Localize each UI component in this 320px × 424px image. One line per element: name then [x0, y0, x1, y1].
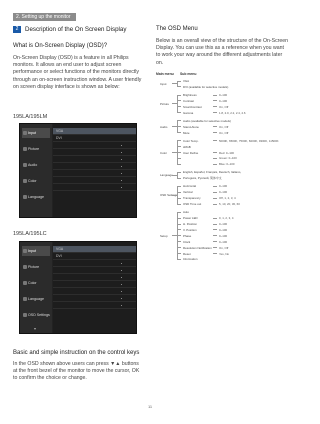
tree-connector [177, 192, 181, 193]
tree-main-item: Input [160, 81, 167, 86]
tree-connector [177, 198, 181, 199]
tree-sub-item: Brightness [183, 93, 197, 97]
tree-header-main: Main menu [156, 72, 174, 76]
tree-connector [213, 126, 217, 127]
tree-sub-item: sRGB [183, 144, 191, 149]
tree-sub-item: Color Temp. [183, 138, 199, 143]
tree-header-sub: Sub menu [180, 72, 197, 76]
tree-sub-item: Gamma [183, 110, 194, 115]
tree-value: 0~100 [219, 222, 228, 226]
osd-item-picture: Picture [22, 262, 50, 272]
language-icon [23, 297, 27, 301]
tree-connector [177, 224, 181, 225]
heading-what-is-osd: What is On-Screen Display (OSD)? [13, 43, 108, 49]
color-icon [23, 179, 27, 183]
page-number: 11 [148, 404, 153, 409]
tree-connector [172, 175, 177, 176]
tree-connector [177, 100, 181, 101]
heading-basic-instruction: Basic and simple instruction on the control keys [13, 350, 140, 356]
tree-value: On, Off [219, 245, 229, 250]
tree-connector [177, 247, 181, 248]
tree-connector [177, 241, 181, 242]
osd-menu-screenshot-1 [19, 123, 137, 218]
osd-submenu [53, 124, 136, 217]
tree-connector [213, 186, 217, 187]
tree-connector [177, 112, 181, 113]
osd-row: VGA [53, 246, 136, 253]
paragraph-osd-menu: Below is an overall view of the structure of the On-Screen Display. You can use this as a reference when you want to work your way around the different adjustments later on. [156, 38, 289, 66]
osd-sidebar [20, 242, 52, 333]
tree-main-item: Color [160, 150, 167, 155]
tree-value: Green: 0~100 [219, 156, 237, 161]
tree-sub-item: Horizontal [183, 184, 197, 189]
tree-sub-item: Reset [183, 251, 191, 256]
tree-connector [213, 140, 217, 141]
osd-item-audio: Audio [22, 160, 50, 170]
tree-value: 0~100 [219, 239, 228, 244]
tree-value: On, Off [219, 130, 229, 135]
tree-sub-item: OSD Time out [183, 202, 202, 207]
tree-value: 5000K, 6500K, 7500K, 8200K, 9300K, 11500K [219, 138, 279, 143]
tree-value: On, Off [219, 104, 229, 109]
tree-value: Blue: 0~100 [219, 162, 235, 167]
tree-value: Red: 0~100 [219, 150, 235, 155]
tree-connector [213, 192, 217, 193]
tree-connector [177, 81, 181, 82]
osd-item-language: Language [22, 294, 50, 304]
tree-connector [177, 158, 181, 159]
tree-sub-item: Transparency [183, 196, 201, 201]
heading-osd-menu: The OSD Menu [156, 26, 198, 32]
tree-main-item: Language [160, 173, 173, 178]
osd-row [53, 302, 136, 309]
tree-main-item: Picture [160, 101, 169, 106]
tree-sub-item: Power LED [183, 216, 198, 221]
tree-connector [177, 106, 181, 107]
tree-connector [177, 164, 181, 165]
tree-connector [177, 253, 181, 254]
tree-connector [213, 95, 217, 96]
osd-item-color: Color [22, 176, 50, 186]
osd-row [53, 288, 136, 295]
language-icon [23, 195, 27, 199]
osd-row: DVI [53, 253, 136, 260]
osd-row [53, 142, 136, 149]
osd-row [53, 184, 136, 191]
tree-connector [177, 218, 181, 219]
paragraph-what-is-osd: On-Screen Display (OSD) is a feature in all Philips monitors. It allows an end user to adjust screen performance or select functions of the monitors directly through an on-screen instruction window. A user friendly on screen display interface is shown as below: [13, 55, 142, 90]
osd-row [53, 267, 136, 274]
tree-connector [213, 100, 217, 101]
tree-connector [213, 247, 217, 248]
osd-row [53, 177, 136, 184]
tree-connector [177, 95, 178, 113]
tree-connector [177, 259, 181, 260]
tree-connector [213, 198, 217, 199]
tree-sub-item: SmartContrast [183, 104, 202, 109]
picture-icon [23, 265, 27, 269]
osd-row: DVI [53, 135, 136, 142]
tree-sub-item: Information [183, 257, 198, 262]
model-label-2: 195LA/195LC [13, 231, 47, 237]
tree-connector [213, 164, 217, 165]
tree-sub-item: Vertical [183, 190, 193, 195]
tree-value: 0~100 [219, 184, 228, 189]
tree-sub-item: Português, Русский, 简体中文 [183, 176, 222, 181]
paragraph-basic-instruction: In the OSD shown above users can press ▼▲ buttons at the front bezel of the monitor to move the cursor, OK to confirm the choice or change. [13, 361, 140, 382]
tree-connector [177, 235, 181, 236]
tree-value: 5, 10, 20, 30, 60 [219, 202, 240, 207]
tree-connector [177, 229, 181, 230]
tree-connector [177, 204, 181, 205]
tree-connector [213, 106, 217, 107]
osd-row [53, 281, 136, 288]
section-number: 2 [13, 26, 21, 33]
tree-sub-item: Resolution Notification [183, 245, 212, 250]
settings-icon [23, 313, 27, 317]
tree-connector [213, 253, 217, 254]
tree-connector [177, 172, 181, 173]
osd-row [53, 274, 136, 281]
osd-item-osd-settings: OSD Settings [22, 310, 50, 320]
tree-value: 0, 1, 2, 3, 4 [219, 216, 234, 221]
tree-connector [213, 112, 217, 113]
osd-item-color: Color [22, 278, 50, 288]
chapter-header: 2. Setting up the monitor [13, 13, 76, 21]
tree-connector [177, 132, 181, 133]
osd-row [53, 156, 136, 163]
tree-sub-item: Contrast [183, 98, 194, 103]
model-label-1: 195LA/195LM [13, 114, 48, 120]
tree-connector [177, 86, 181, 87]
tree-connector [177, 186, 178, 204]
tree-connector [172, 195, 177, 196]
picture-icon [23, 147, 27, 151]
tree-connector [213, 224, 217, 225]
tree-value: 0~100 [219, 98, 228, 103]
tree-connector [177, 212, 181, 213]
osd-item-input: Input [22, 128, 50, 138]
osd-row [53, 260, 136, 267]
tree-sub-item: English, Español, Français, Deutsch, Italiano, [183, 170, 242, 175]
tree-connector [177, 126, 181, 127]
tree-sub-item: DVI (available for selective models) [183, 84, 229, 89]
tree-connector [213, 229, 217, 230]
tree-main-item: Setup [160, 233, 168, 238]
tree-value: On, Off [219, 124, 229, 129]
tree-sub-item: Mute [183, 130, 190, 135]
tree-sub-item: V. Position [183, 227, 197, 232]
tree-sub-item: H. Position [183, 222, 197, 226]
section-title-text: Description of the On Screen Display [25, 26, 127, 33]
tree-connector [172, 83, 177, 84]
tree-value: Off, 1, 2, 3, 4 [219, 196, 236, 201]
osd-item-input: Input [22, 246, 50, 256]
tree-connector [213, 204, 217, 205]
tree-value: 0~100 [219, 233, 228, 238]
tree-value: Yes, No [219, 251, 230, 256]
tree-connector [177, 140, 181, 141]
tree-value: 0~100 [219, 190, 228, 195]
osd-row: VGA [53, 128, 136, 135]
tree-sub-item: Clock [183, 239, 191, 244]
scroll-down-icon: ▾ [34, 326, 37, 331]
tree-connector [213, 218, 217, 219]
tree-connector [177, 178, 181, 179]
osd-row [53, 170, 136, 177]
tree-connector [177, 152, 181, 153]
section-title [13, 26, 126, 33]
osd-menu-screenshot-2 [19, 241, 137, 334]
input-icon [23, 249, 27, 253]
tree-sub-item: Phase [183, 233, 192, 238]
color-icon [23, 281, 27, 285]
tree-value: 0~100 [219, 93, 228, 97]
osd-row [53, 163, 136, 170]
tree-connector [172, 103, 177, 104]
tree-connector [177, 186, 181, 187]
tree-connector [213, 132, 217, 133]
osd-item-language: Language [22, 192, 50, 202]
tree-main-item: OSD Settings [160, 193, 178, 198]
osd-item-picture: Picture [22, 144, 50, 154]
tree-connector [213, 158, 217, 159]
tree-sub-item: VGA [183, 79, 190, 83]
tree-sub-item: Auto [183, 210, 189, 215]
tree-connector [213, 235, 217, 236]
tree-sub-item: Stand-Alone [183, 124, 199, 129]
tree-sub-item: Audio (available for selective models) [183, 118, 231, 123]
tree-connector [213, 152, 217, 153]
osd-row [53, 295, 136, 302]
osd-row [53, 149, 136, 156]
tree-connector [177, 146, 181, 147]
tree-connector [213, 241, 217, 242]
osd-submenu [53, 242, 136, 333]
tree-main-item: Audio [160, 124, 168, 129]
tree-value: 0~100 [219, 227, 228, 232]
audio-icon [23, 163, 27, 167]
tree-connector [177, 120, 181, 121]
tree-connector [177, 95, 181, 96]
input-icon [23, 131, 27, 135]
tree-value: 1.8, 2.0, 2.2, 2.4, 2.6 [219, 110, 246, 115]
tree-sub-item: User Define [183, 150, 199, 155]
osd-sidebar [20, 124, 52, 217]
